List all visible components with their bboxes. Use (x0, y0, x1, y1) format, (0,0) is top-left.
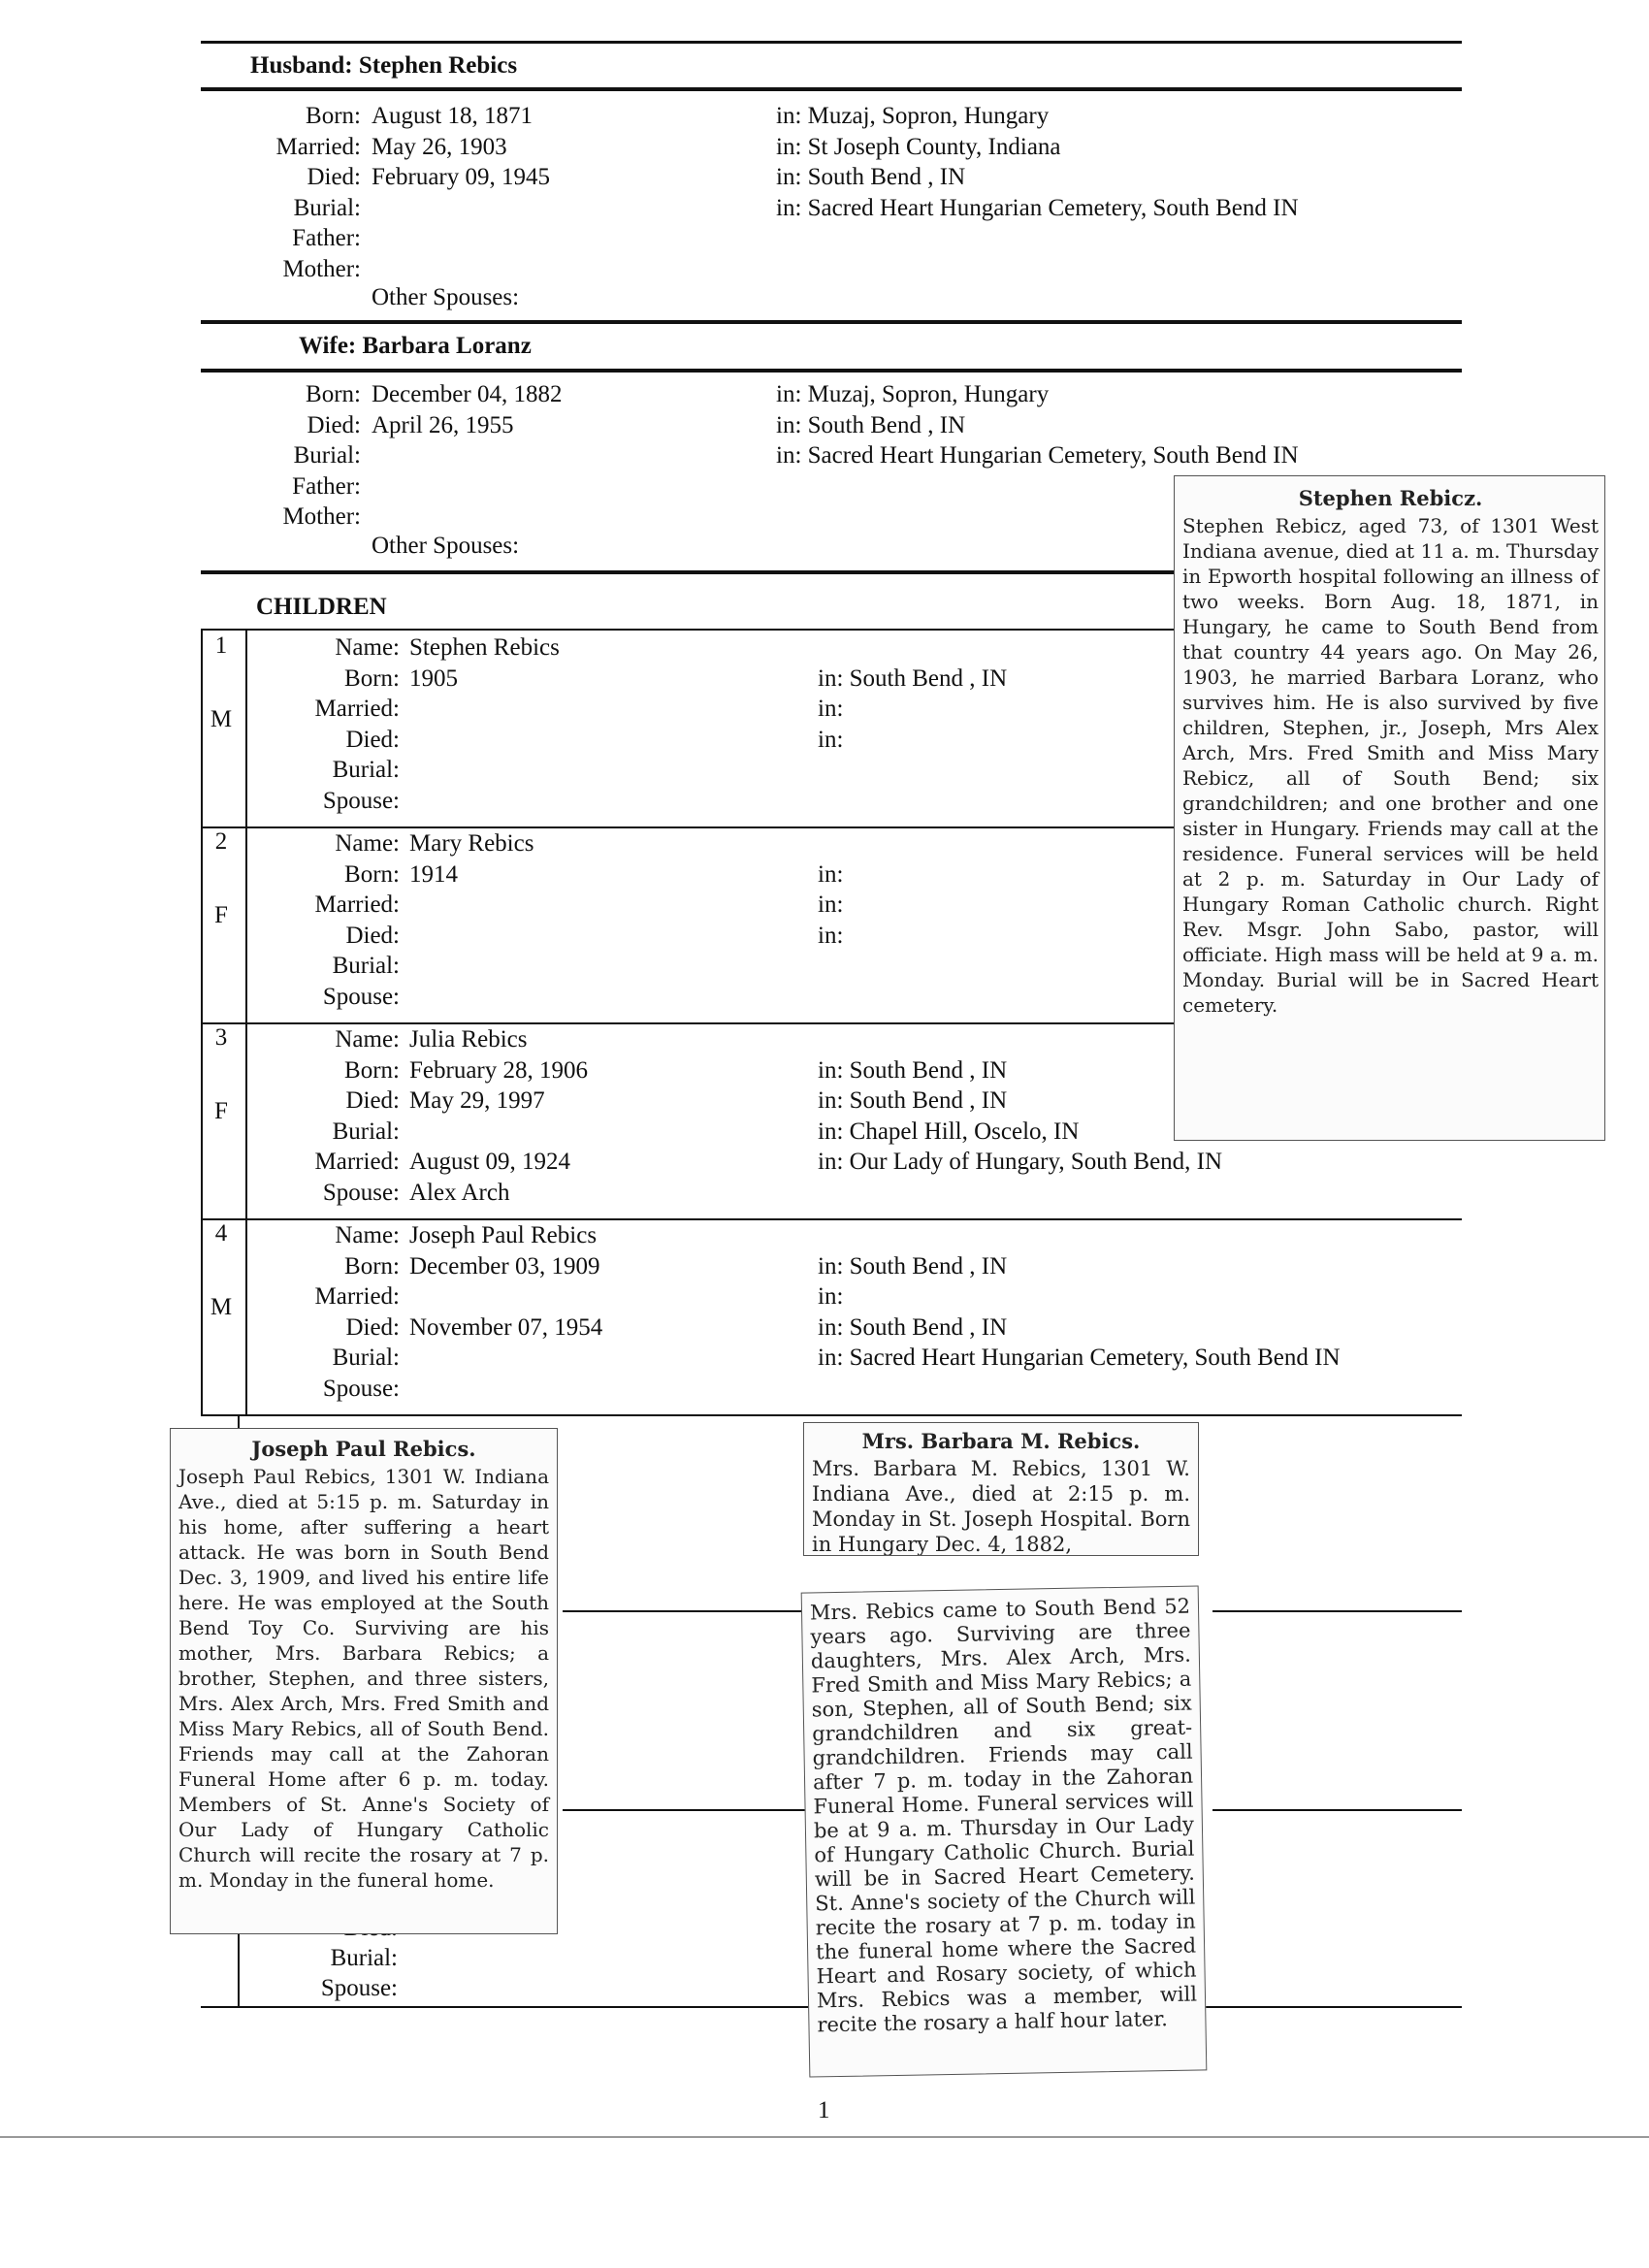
husband-died-label: Died: (307, 164, 361, 190)
child5-burial-label: Burial: (330, 1945, 398, 1971)
children-heading: CHILDREN (256, 594, 387, 620)
child2-name-value: Mary Rebics (409, 830, 534, 857)
child4-died-value: November 07, 1954 (409, 1313, 603, 1341)
wife-died-value: April 26, 1955 (372, 411, 514, 438)
page-number: 1 (818, 2097, 830, 2123)
husband-burial-label: Burial: (293, 194, 361, 221)
child1-died-label: Died: (345, 726, 400, 753)
child3-burial-label: Burial: (332, 1118, 400, 1145)
child5-spouse-label: Spouse: (320, 1975, 398, 2001)
child3-died-place: in: South Bend , IN (818, 1087, 1008, 1114)
child3-married-label: Married: (314, 1149, 400, 1175)
husband-label: Husband: (250, 52, 353, 79)
husband-father-label: Father: (292, 225, 361, 251)
husband-married-place: in: St Joseph County, Indiana (776, 133, 1061, 160)
barbara-obituary-title: Mrs. Barbara M. Rebics. (861, 1429, 1141, 1453)
child1-married-label: Married: (314, 696, 400, 722)
child2-sex: F (214, 902, 228, 928)
child1-married-place: in: (818, 696, 844, 722)
wife-father-label: Father: (292, 472, 361, 500)
child2-burial-label: Burial: (332, 953, 400, 979)
husband-header (250, 52, 517, 80)
joseph-obituary-text: Joseph Paul Rebics, 1301 W. Indiana Ave., died at 5:15 p. m. Saturday in his home, after suffering a heart attack. He was born in South Bend Dec. 3, 1909, and lived his entire life here. He was employed at the South Bend Toy Co. Surviving are his mother, Mrs. Barbara Rebics; a brother, Stephen, and three sisters, Mrs. Alex Arch, Mrs. Fred Smith and Miss Mary Rebics, all of South Bend. Friends may call at the Zahoran Funeral Home after 6 p. m. today. Members of St. Anne's Society of Our Lady of Hungary Catholic Church will recite the rosary at 7 p. m. Monday in the funeral home. (178, 1465, 549, 1892)
child3-inner-left-rule (245, 1022, 247, 1218)
stephen-obituary-text: Stephen Rebicz, aged 73, of 1301 West Indiana avenue, died at 11 a. m. Thursday in Epworth hospital following an illness of two weeks. Born Aug. 18, 1871, in Hungary, he came to South Bend from that country 44 years ago. On May 26, 1903, he married Barbara Loranz, who survives him. He is also survived by five children, Stephen, jr., Joseph, Mrs Alex Arch, Mrs. Fred Smith and Miss Mary Rebicz, all of South Bend; six grandchildren; and one brother and one sister in Hungary. Friends may call at the residence. Funeral services will be held at 2 p. m. Saturday in Our Lady of Hungary Roman Catholic church. Right Rev. Msgr. John Sabo, pastor, will officiate. High mass will be held at 9 a. m. Monday. Burial will be in Sacred Heart cemetery. (1182, 514, 1599, 1017)
child2-born-place: in: (818, 860, 844, 888)
husband-burial-place: in: Sacred Heart Hungarian Cemetery, South Bend IN (776, 194, 1299, 221)
child4-spouse-label: Spouse: (322, 1375, 400, 1402)
husband-born-label: Born: (306, 103, 361, 129)
wife-burial-place: in: Sacred Heart Hungarian Cemetery, South Bend IN (776, 442, 1299, 469)
child4-burial-place: in: Sacred Heart Hungarian Cemetery, South Bend IN (818, 1345, 1341, 1371)
husband-rule (201, 87, 1462, 91)
joseph-obituary-title: Joseph Paul Rebics. (251, 1437, 476, 1461)
child1-number: 1 (214, 632, 228, 659)
wife-mother-label: Mother: (282, 503, 361, 530)
child3-name-value: Julia Rebics (409, 1026, 528, 1053)
barbara-obituary-clipping-bottom (801, 1585, 1208, 2077)
child2-number: 2 (214, 828, 228, 855)
child3-burial-place: in: Chapel Hill, Oscelo, IN (818, 1118, 1080, 1145)
husband-mother-label: Mother: (282, 255, 361, 282)
faint-rule-d (1212, 1809, 1462, 1811)
barbara-obituary-text-top: Mrs. Barbara M. Rebics, 1301 W. Indiana Ave., died at 2:15 p. m. Monday in St. Joseph Hospital. Born in Hungary Dec. 4, 1882, (812, 1457, 1190, 1556)
wife-name: Barbara Loranz (362, 333, 532, 359)
husband-born-value: August 18, 1871 (372, 103, 533, 129)
child3-died-value: May 29, 1997 (409, 1087, 545, 1114)
wife-other-spouses-label: Other Spouses: (372, 533, 520, 559)
child4-number: 4 (214, 1220, 228, 1247)
child2-inner-left-rule (245, 826, 247, 1022)
faint-rule-b (563, 1809, 805, 1811)
husband-died-place: in: South Bend , IN (776, 164, 966, 190)
child3-sex: F (214, 1098, 228, 1124)
husband-married-value: May 26, 1903 (372, 133, 507, 160)
barbara-obituary-clipping-top (803, 1422, 1199, 1556)
child4-married-label: Married: (314, 1283, 400, 1310)
child4-born-value: December 03, 1909 (409, 1252, 600, 1280)
husband-name: Stephen Rebics (358, 52, 518, 79)
child4-name-value: Joseph Paul Rebics (409, 1222, 598, 1248)
child3-married-value: August 09, 1924 (409, 1149, 570, 1175)
barbara-obituary-text-bottom: Mrs. Rebics came to South Bend 52 years ago. Surviving are three daughters, Mrs. Alex Arch, Mrs. Fred Smith and Miss Mary Rebics; a son, Stephen, all of South Bend; six grandchildren and six great-grandchildren. Friends may call after 7 p. m. today in the Zahoran Funeral Home. Funeral services will be at 9 a. m. Thursday in Our Lady of Hungary Catholic Church. Burial will be in Sacred Heart Cemetery. St. Anne's society of the Church will recite the rosary at 7 p. m. today in the funeral home where the Sacred Heart and Rosary society, of which Mrs. Rebics was a member, will recite the rosary a half hour later. (809, 1594, 1198, 2037)
husband-other-spouses-label: Other Spouses: (372, 284, 520, 310)
child1-spouse-label: Spouse: (322, 787, 400, 814)
child4-died-place: in: South Bend , IN (818, 1313, 1008, 1341)
child4-name-label: Name: (335, 1222, 400, 1248)
child2-spouse-label: Spouse: (322, 983, 400, 1010)
child2-name-label: Name: (335, 830, 400, 857)
faint-rule-c (1212, 1610, 1462, 1612)
child3-died-label: Died: (345, 1087, 400, 1114)
wife-died-place: in: South Bend , IN (776, 411, 966, 438)
wife-rule (201, 369, 1462, 373)
husband-born-place: in: Muzaj, Sopron, Hungary (776, 103, 1050, 129)
stephen-obituary-clipping (1174, 475, 1605, 1141)
joseph-obituary-clipping (170, 1428, 558, 1934)
child4-bottom-rule (201, 1414, 1462, 1416)
scan-edge-rule (0, 2136, 1649, 2138)
child2-born-value: 1914 (409, 860, 458, 888)
child1-sex: M (210, 706, 233, 732)
child4-married-place: in: (818, 1283, 844, 1310)
child4-sex: M (210, 1294, 233, 1320)
child1-died-place: in: (818, 726, 844, 753)
stephen-obituary-title: Stephen Rebicz. (1298, 486, 1483, 510)
child1-inner-left-rule (245, 631, 247, 826)
child2-died-place: in: (818, 922, 844, 949)
child4-born-label: Born: (344, 1252, 400, 1280)
child2-married-place: in: (818, 891, 844, 918)
child3-name-label: Name: (335, 1026, 400, 1053)
child3-spouse-value: Alex Arch (409, 1179, 510, 1206)
wife-header (299, 333, 532, 360)
husband-died-value: February 09, 1945 (372, 164, 550, 190)
child3-married-place: in: Our Lady of Hungary, South Bend, IN (818, 1149, 1223, 1175)
wife-born-place: in: Muzaj, Sopron, Hungary (776, 381, 1050, 407)
child3-born-label: Born: (344, 1056, 400, 1084)
child4-burial-label: Burial: (332, 1345, 400, 1371)
husband-married-label: Married: (275, 133, 361, 160)
child1-name-value: Stephen Rebics (409, 634, 560, 661)
child2-married-label: Married: (314, 891, 400, 918)
child2-born-label: Born: (344, 860, 400, 888)
wife-burial-label: Burial: (293, 442, 361, 469)
child1-born-place: in: South Bend , IN (818, 664, 1008, 692)
wife-died-label: Died: (307, 411, 361, 438)
child4-born-place: in: South Bend , IN (818, 1252, 1008, 1280)
wife-top-rule (201, 320, 1462, 324)
child1-born-value: 1905 (409, 664, 458, 692)
wife-born-value: December 04, 1882 (372, 381, 563, 407)
wife-label: Wife: (299, 333, 357, 359)
top-rule (201, 41, 1462, 44)
wife-born-label: Born: (306, 381, 361, 407)
child4-died-label: Died: (345, 1313, 400, 1341)
child4-inner-left-rule (245, 1218, 247, 1414)
child1-name-label: Name: (335, 634, 400, 661)
child3-spouse-label: Spouse: (322, 1179, 400, 1206)
child3-number: 3 (214, 1024, 228, 1051)
child1-born-label: Born: (344, 664, 400, 692)
child1-burial-label: Burial: (332, 757, 400, 783)
child3-born-value: February 28, 1906 (409, 1056, 588, 1084)
faint-rule-a (563, 1610, 805, 1612)
child3-born-place: in: South Bend , IN (818, 1056, 1008, 1084)
child2-died-label: Died: (345, 922, 400, 949)
